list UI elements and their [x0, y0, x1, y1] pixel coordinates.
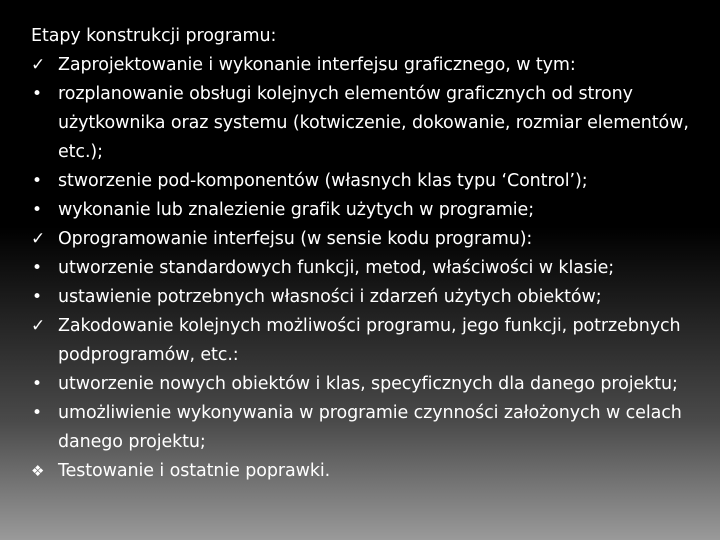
list-item — [31, 167, 711, 196]
checkmark-icon: ✓ — [31, 316, 46, 336]
bullet-icon: • — [32, 84, 42, 104]
list-item-text: wykonanie lub znalezienie grafik użytych w programie; — [58, 200, 535, 220]
list-item — [31, 80, 711, 167]
bullet-icon: • — [32, 287, 42, 307]
checkmark-icon: ✓ — [31, 55, 46, 75]
bullet-icon: • — [32, 403, 42, 423]
bullet-icon: • — [32, 171, 42, 191]
bullet-icon: • — [32, 258, 42, 278]
diamond-icon: ❖ — [31, 462, 45, 480]
slide-heading: Etapy konstrukcji programu: — [31, 26, 277, 46]
list-item — [31, 283, 711, 312]
bullet-icon: • — [32, 200, 42, 220]
list-item-text: Testowanie i ostatnie poprawki. — [58, 461, 331, 481]
list-item — [31, 225, 711, 254]
list-item — [31, 254, 711, 283]
list-item-text: stworzenie pod-komponentów (własnych klas typu ‘Control’); — [58, 171, 588, 191]
list-item — [31, 399, 711, 457]
list-item-text: utworzenie nowych obiektów i klas, specyficznych dla danego projektu; — [58, 374, 678, 394]
list-item-text: umożliwienie wykonywania w programie czynności założonych w celach danego projektu; — [58, 403, 682, 452]
list-item-text: rozplanowanie obsługi kolejnych elementów graficznych od strony użytkownika oraz systemu (kotwiczenie, dokowanie, rozmiar elementów, etc.); — [58, 84, 689, 162]
list-item — [31, 457, 711, 486]
checkmark-icon: ✓ — [31, 229, 46, 249]
list-item-text: Zakodowanie kolejnych możliwości programu, jego funkcji, potrzebnych podprogramów, etc.: — [58, 316, 681, 365]
list-item — [31, 312, 711, 370]
list-item-text: ustawienie potrzebnych własności i zdarzeń użytych obiektów; — [58, 287, 602, 307]
list-item-text: Oprogramowanie interfejsu (w sensie kodu programu): — [58, 229, 533, 249]
list-item-text: utworzenie standardowych funkcji, metod, właściwości w klasie; — [58, 258, 615, 278]
list-item-text: Zaprojektowanie i wykonanie interfejsu graficznego, w tym: — [58, 55, 576, 75]
slide-content — [31, 22, 711, 486]
list-item — [31, 196, 711, 225]
list-item — [31, 370, 711, 399]
bullet-icon: • — [32, 374, 42, 394]
item-list — [31, 51, 711, 486]
list-item — [31, 51, 711, 80]
